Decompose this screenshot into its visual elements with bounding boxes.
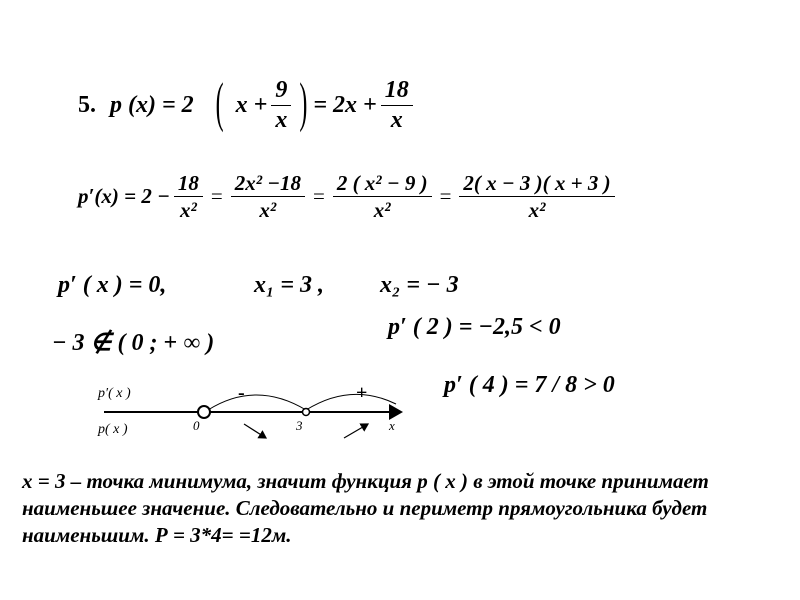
numerator: 2 ( x² − 9 ) [333, 172, 432, 197]
arc-minus [208, 395, 306, 410]
point-zero-open [198, 406, 210, 418]
tick-label-three: 3 [296, 418, 303, 433]
equals-sign: = [312, 184, 325, 209]
denominator: x² [373, 198, 391, 223]
equals-sign: = [439, 184, 452, 209]
denominator: x² [179, 198, 197, 223]
equals-2x: = 2x + [313, 92, 377, 119]
increase-arrow [344, 424, 368, 438]
line-1-formula [78, 74, 413, 135]
derivative-zero: p′ ( x ) = 0, [58, 272, 167, 298]
numerator: 9 [271, 78, 291, 106]
label-p: p( x ) [98, 422, 128, 437]
task-number: 5. [78, 92, 96, 119]
point-three [303, 409, 310, 416]
p-prime-x: p′(x) = 2 − [78, 184, 170, 209]
fraction-factored [459, 172, 614, 221]
p-prime-4: p′ ( 4 ) = 7 / 8 > 0 [444, 372, 615, 398]
sign-minus: - [238, 382, 245, 404]
not-in-domain: − 3 ∉ ( 0 ; + ∞ ) [52, 330, 215, 356]
arc-plus [306, 394, 396, 410]
denominator: x² [259, 198, 277, 223]
conclusion-text: x = 3 – точка минимума, значит функция р ( х ) в этой точке принимает наименьшее значение. Следовательно и периметр прямоугольника будет наименьшим. Р = 3*4= =12м. [22, 469, 709, 547]
p-prime-2: p′ ( 2 ) = −2,5 < 0 [388, 314, 561, 340]
numerator: 18 [381, 78, 413, 106]
sign-chart [96, 378, 416, 448]
fraction-2-x2-minus-9 [333, 172, 432, 221]
denominator: x² [528, 198, 546, 223]
left-paren: ( [215, 74, 224, 135]
numerator: 2( x − 3 )( x + 3 ) [459, 172, 614, 197]
fraction-18-over-x [381, 78, 413, 133]
numerator: 18 [174, 172, 203, 197]
root-x2: x₂ = − 3 [380, 272, 459, 298]
label-p-prime: p′( x ) [98, 386, 131, 401]
x-plus: x + [235, 92, 268, 119]
p-of-x: p (x) = 2 [110, 92, 194, 119]
tick-label-zero: 0 [193, 418, 200, 433]
right-paren: ) [299, 74, 308, 135]
equals-sign: = [210, 184, 223, 209]
sign-plus: + [356, 382, 368, 404]
fraction-2x2-minus-18 [231, 172, 305, 221]
axis-label-x: x [389, 418, 395, 433]
denominator: x [390, 107, 403, 134]
decrease-arrow [244, 424, 266, 438]
denominator: x [275, 107, 288, 134]
line-2-derivative [78, 172, 615, 221]
numerator: 2x² −18 [231, 172, 305, 197]
root-x1: x₁ = 3 , [254, 272, 325, 298]
fraction-18-over-x2 [174, 172, 203, 221]
fraction-9-over-x [271, 78, 291, 133]
